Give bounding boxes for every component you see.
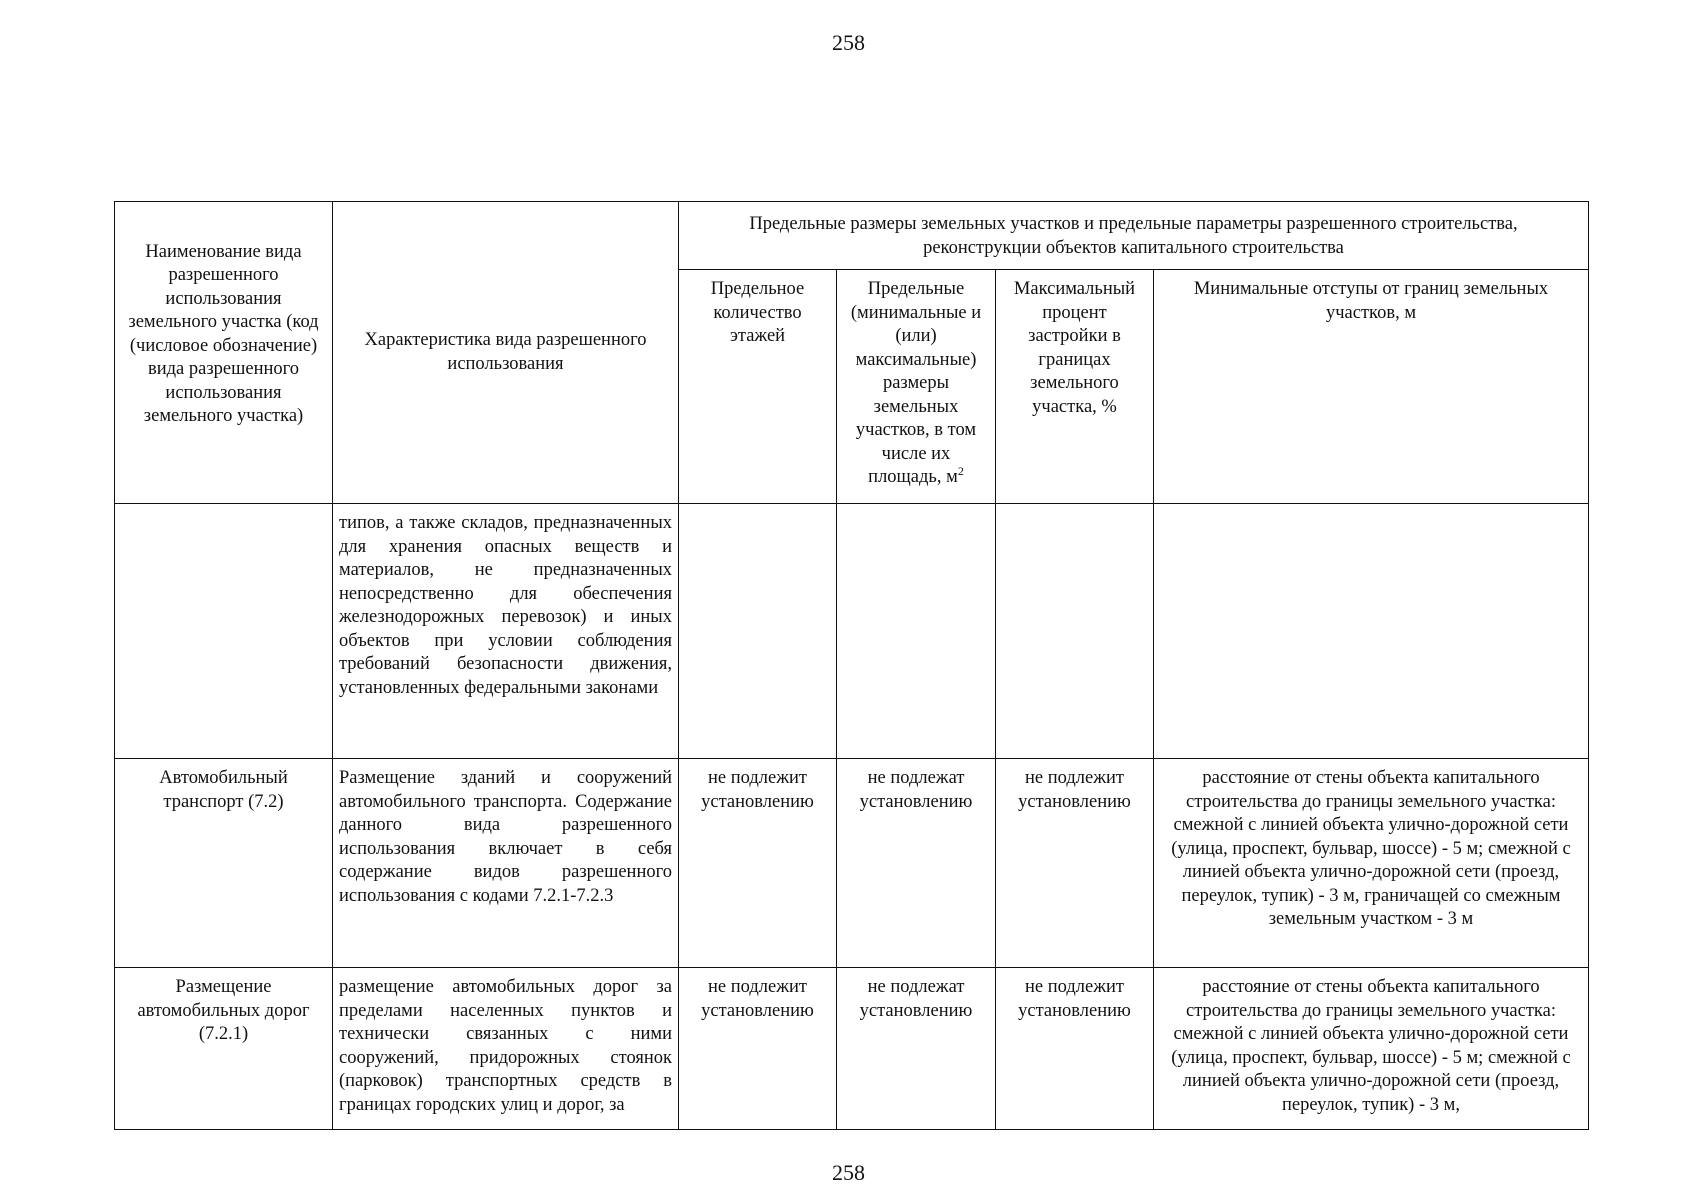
header-min-setbacks: Минимальные отступы от границ земельных участков, м (1154, 270, 1589, 504)
header-row-1 (115, 202, 1589, 270)
table-row (115, 504, 1589, 759)
cell-plot-sizes (837, 504, 996, 759)
cell-name: Размещение автомобильных дорог (7.2.1) (115, 968, 333, 1130)
cell-plot-sizes: не подлежат установлению (837, 759, 996, 968)
page-number-top: 258 (832, 30, 865, 55)
header-characteristic: Характеристика вида разрешенного использования (333, 202, 679, 504)
cell-characteristic: Размещение зданий и сооружений автомобильного транспорта. Содержание данного вида разрешенного использования включает в себя содержание видов разрешенного использования с кодами 7.2.1-7.2.3 (333, 759, 679, 968)
superscript-2: 2 (957, 463, 964, 478)
cell-floors: не подлежит установлению (679, 968, 837, 1130)
cell-characteristic: размещение автомобильных дорог за пределами населенных пунктов и технически связанных с ними сооружений, придорожных стоянок (парковок) транспортных средств в границах городских улиц и дорог, за (333, 968, 679, 1130)
cell-characteristic: типов, а также складов, предназначенных для хранения опасных веществ и материалов, не предназначенных непосредственно для обеспечения железнодорожных перевозок) и иных объектов при условии соблюдения требований безопасности движения, установленных федеральными законами (333, 504, 679, 759)
header-plot-sizes-text: Предельные (минимальные и (или) максимальные) размеры земельных участков, в том числе их площадь, м (850, 279, 982, 487)
cell-floors (679, 504, 837, 759)
cell-max-percent (996, 504, 1154, 759)
header-land-use-name: Наименование вида разрешенного использования земельного участка (код (числовое обозначение) вида разрешенного использования земельного участка) (115, 202, 333, 504)
header-max-percent: Максимальный процент застройки в границах земельного участка, % (996, 270, 1154, 504)
cell-floors: не подлежит установлению (679, 759, 837, 968)
header-plot-sizes (837, 270, 996, 504)
header-floors: Предельное количество этажей (679, 270, 837, 504)
cell-min-setbacks (1154, 504, 1589, 759)
cell-min-setbacks: расстояние от стены объекта капитального строительства до границы земельного участка: смежной с линией объекта улично-дорожной сети (улица, проспект, бульвар, шоссе) - 5 м; смежной с линией объекта улично-дорожной сети (проезд, переулок, тупик) - 3 м, граничащей со смежным земельным участком - 3 м (1154, 759, 1589, 968)
cell-name: Автомобильный транспорт (7.2) (115, 759, 333, 968)
page-number-bottom: 258 (832, 1160, 865, 1185)
table-row (115, 759, 1589, 968)
cell-plot-sizes: не подлежат установлению (837, 968, 996, 1130)
cell-max-percent: не подлежит установлению (996, 968, 1154, 1130)
cell-max-percent: не подлежит установлению (996, 759, 1154, 968)
cell-name (115, 504, 333, 759)
table-row (115, 968, 1589, 1130)
land-use-regulations-table (114, 201, 1589, 1130)
header-limits-group: Предельные размеры земельных участков и предельные параметры разрешенного строительства, реконструкции объектов капитального строительства (679, 202, 1589, 270)
cell-min-setbacks: расстояние от стены объекта капитального строительства до границы земельного участка: смежной с линией объекта улично-дорожной сети (улица, проспект, бульвар, шоссе) - 5 м; смежной с линией объекта улично-дорожной сети (проезд, переулок, тупик) - 3 м, (1154, 968, 1589, 1130)
